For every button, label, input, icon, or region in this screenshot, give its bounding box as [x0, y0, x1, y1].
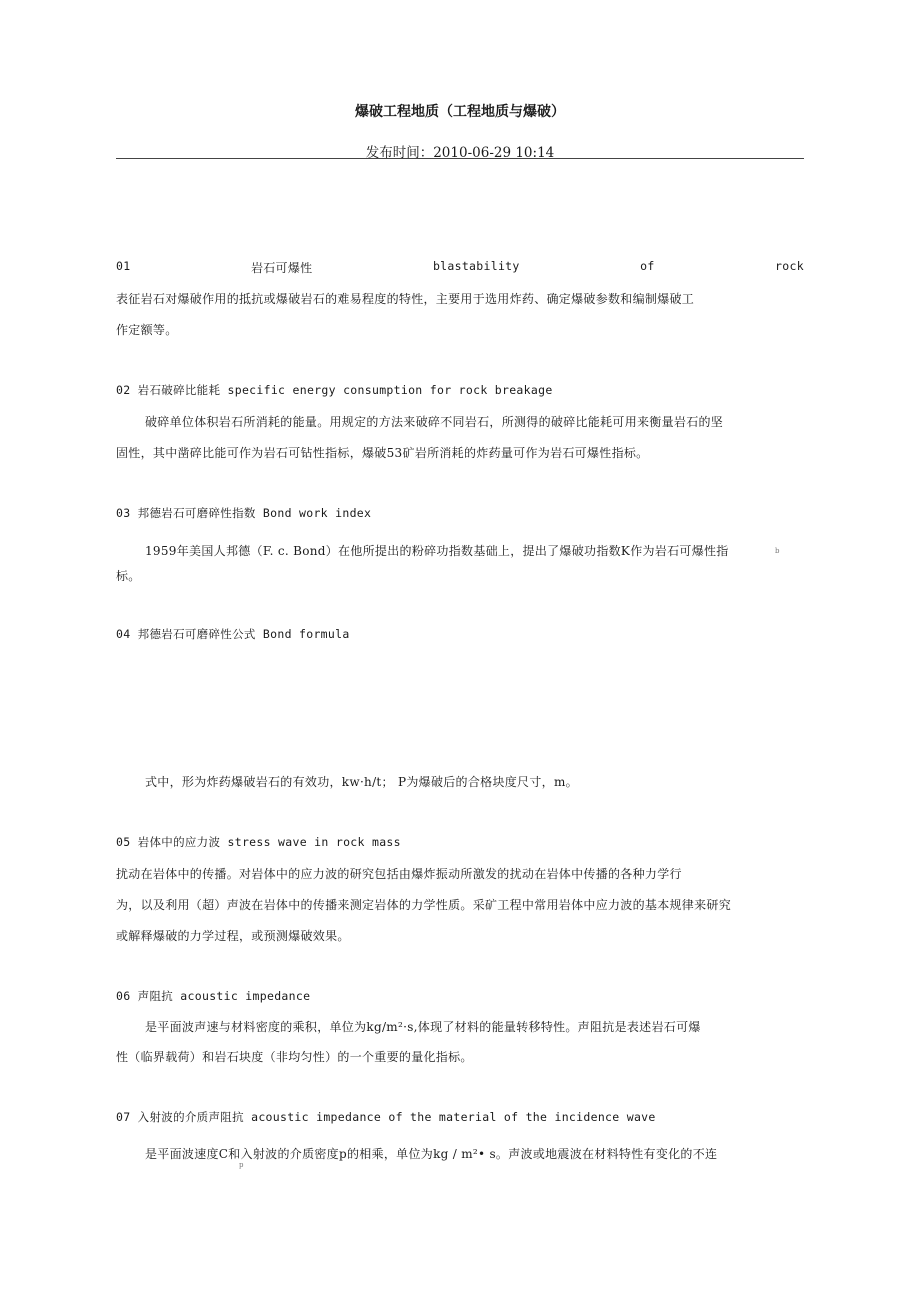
entry-01-zh-term: 岩石可爆性 — [250, 261, 313, 275]
entry-07-subscript-mark: p — [239, 1161, 244, 1169]
entry-03-heading: 03 邦德岩石可磨碎性指数 Bond work index — [116, 506, 372, 520]
entry-06-heading: 06 声阻抗 acoustic impedance — [116, 989, 311, 1003]
entry-05-text-line2: 为，以及利用（超）声波在岩体中的传播来测定岩体的力学性质。采矿工程中常用岩体中应力波的基本规律来研究 — [116, 898, 732, 912]
entry-04-heading: 04 邦德岩石可磨碎性公式 Bond formula — [116, 627, 350, 641]
entry-03-text-line2: 标。 — [116, 569, 141, 583]
entry-07-text-line1: 是平面波速度C和入射波的介质密度p的相乘，单位为kg / m²• s。声波或地震波在材料特性有变化的不连 — [145, 1147, 718, 1161]
page-title: 爆破工程地质（工程地质与爆破） — [355, 104, 565, 120]
entry-01-en-word3: rock — [775, 259, 804, 273]
entry-01-en-word1: blastability — [432, 259, 520, 273]
entry-06-text-line2: 性（临界载荷）和岩石块度（非均匀性）的一个重要的量化指标。 — [116, 1050, 473, 1064]
entry-01-number: 01 — [116, 259, 131, 273]
entry-03-margin-mark: b — [775, 547, 780, 555]
entry-02-text-line1: 破碎单位体积岩石所消耗的能量。用规定的方法来破碎不同岩石，所测得的破碎比能耗可用来衡量岩石的坚 — [145, 415, 724, 429]
entry-07-heading: 07 入射波的介质声阻抗 acoustic impedance of the material of the incidence wave — [116, 1110, 656, 1124]
entry-02-text-line2: 固性，其中凿碎比能可作为岩石可钻性指标，爆破53矿岩所消耗的炸药量可作为岩石可爆性指标。 — [116, 446, 649, 460]
entry-05-heading: 05 岩体中的应力波 stress wave in rock mass — [116, 835, 401, 849]
entry-04-text-line1: 式中，形为炸药爆破岩石的有效功，kw·h/t； P为爆破后的合格块度尺寸，m。 — [145, 775, 578, 789]
entry-05-text-line3: 或解释爆破的力学过程，或预测爆破效果。 — [116, 929, 350, 943]
entry-01-en-word2: of — [640, 259, 655, 273]
publish-date: 发布时间：2010-06-29 10:14 — [365, 145, 555, 161]
entry-06-text-line1: 是平面波声速与材料密度的乘积，单位为kg/m²·s,体现了材料的能量转移特性。声阻抗是表述岩石可爆 — [145, 1020, 701, 1034]
entry-05-text-line1: 扰动在岩体中的传播。对岩体中的应力波的研究包括由爆炸振动所激发的扰动在岩体中传播的各种力学行 — [116, 867, 682, 881]
entry-01-text-line1: 表征岩石对爆破作用的抵抗或爆破岩石的难易程度的特性，主要用于选用炸药、确定爆破参数和编制爆破工 — [116, 292, 695, 306]
entry-03-text-line1: 1959年美国人邦德（F. c. Bond）在他所提出的粉碎功指数基础上，提出了爆破功指数K作为岩石可爆性指 — [145, 544, 729, 558]
header-divider — [116, 158, 804, 159]
entry-01-text-line2: 作定额等。 — [116, 323, 178, 337]
entry-01-heading — [116, 259, 804, 275]
entry-02-heading: 02 岩石破碎比能耗 specific energy consumption for rock breakage — [116, 383, 553, 397]
